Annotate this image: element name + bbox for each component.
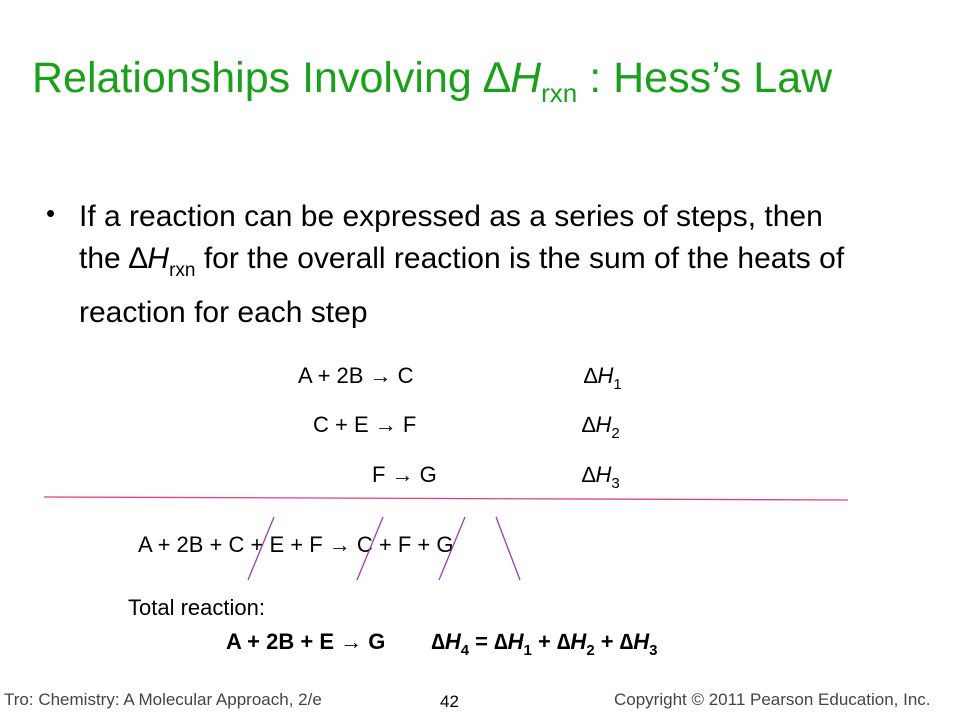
title-subscript: rxn bbox=[541, 78, 578, 108]
enthalpy-subscript: 1 bbox=[613, 376, 622, 393]
enthalpy-h: H bbox=[507, 629, 524, 654]
enthalpy-subscript: 2 bbox=[586, 642, 595, 659]
enthalpy-h: H bbox=[595, 462, 612, 487]
page-number: 42 bbox=[440, 692, 459, 711]
footer-copyright: Copyright © 2011 Pearson Education, Inc. bbox=[614, 690, 931, 709]
plus-sign: + bbox=[537, 629, 551, 654]
title-text: Relationships Involving bbox=[32, 54, 484, 102]
total-reaction-equation bbox=[226, 628, 657, 665]
bullet-icon: • bbox=[46, 198, 56, 228]
enthalpy-subscript: 2 bbox=[611, 425, 620, 442]
delta-symbol: ∆ bbox=[431, 629, 445, 654]
total-reaction-label: Total reaction: bbox=[128, 595, 265, 620]
enthalpy-h: H bbox=[595, 412, 612, 437]
plus-sign: + bbox=[600, 629, 614, 654]
strike-c-right bbox=[439, 517, 465, 580]
step-equation-2: C + E → F bbox=[313, 412, 417, 437]
sum-equation: A + 2B + C + E + F → C + F + G bbox=[138, 532, 454, 557]
title-h: H bbox=[510, 54, 542, 102]
delta-symbol: ∆ bbox=[582, 462, 596, 487]
strike-f-left bbox=[357, 517, 383, 580]
bullet-delta-symbol: ∆ bbox=[129, 242, 148, 275]
bullet-subscript: rxn bbox=[169, 260, 196, 281]
strike-c-left bbox=[248, 517, 274, 580]
enthalpy-subscript: 1 bbox=[523, 642, 532, 659]
step-equation-3: F → G bbox=[372, 462, 437, 487]
enthalpy-h: H bbox=[570, 629, 587, 654]
total-equation-text: A + 2B + E → G bbox=[226, 629, 386, 654]
delta-symbol: ∆ bbox=[582, 412, 596, 437]
bullet-text-part2: for the overall reaction is the sum of the heats of reaction for each step bbox=[79, 242, 845, 329]
enthalpy-h: H bbox=[597, 363, 614, 388]
enthalpy-subscript: 3 bbox=[649, 642, 658, 659]
enthalpy-h: H bbox=[444, 629, 461, 654]
bullet-text-part1: If a reaction can be expressed as a series of steps, then the bbox=[79, 200, 823, 275]
enthalpy-h: H bbox=[633, 629, 650, 654]
title-rest: : Hess’s Law bbox=[577, 54, 833, 102]
strike-f-right bbox=[496, 517, 520, 580]
step-equation-1: A + 2B → C bbox=[298, 363, 414, 388]
footer-source: Tro: Chemistry: A Molecular Approach, 2/e bbox=[4, 690, 322, 709]
equals-sign: = bbox=[469, 629, 495, 654]
delta-symbol: ∆ bbox=[556, 629, 571, 654]
enthalpy-subscript: 4 bbox=[460, 642, 470, 659]
delta-symbol: ∆ bbox=[584, 363, 598, 388]
title-delta-symbol: ∆ bbox=[483, 54, 511, 102]
delta-symbol: ∆ bbox=[619, 629, 634, 654]
delta-symbol: ∆ bbox=[494, 629, 508, 654]
bullet-h: H bbox=[147, 242, 170, 275]
enthalpy-subscript: 3 bbox=[611, 475, 620, 492]
